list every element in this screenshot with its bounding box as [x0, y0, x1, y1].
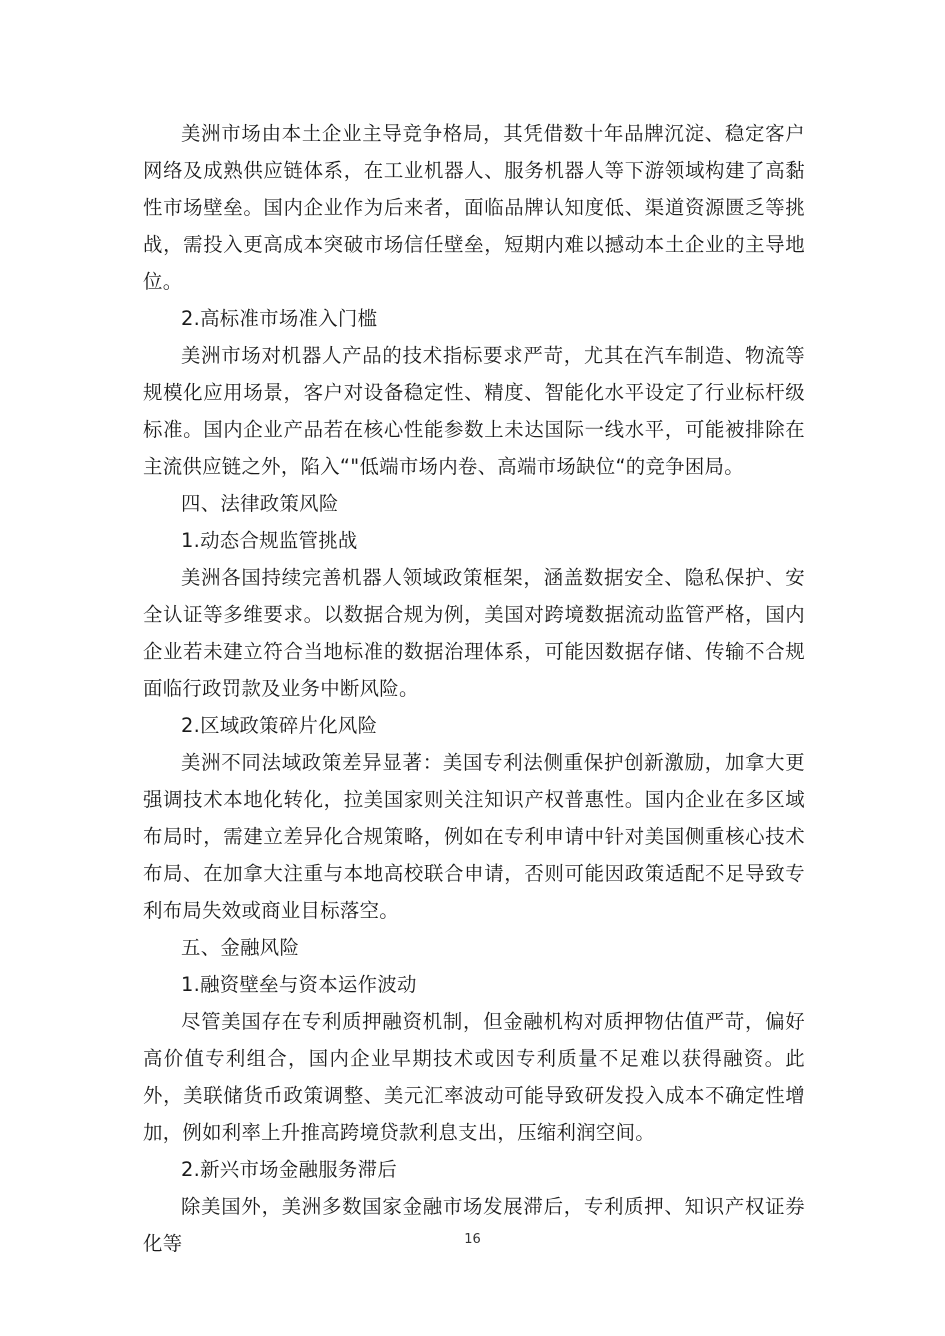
- paragraph: 除美国外，美洲多数国家金融市场发展滞后，专利质押、知识产权证券化等: [143, 1195, 805, 1255]
- section-subheading: 1.融资壁垒与资本运作波动: [181, 973, 417, 996]
- paragraph: 美洲市场由本土企业主导竞争格局，其凭借数十年品牌沉淀、稳定客户网络及成熟供应链体系，在工业机器人、服务机器人等下游领域构建了高黏性市场壁垒。国内企业作为后来者，面临品牌认知度低、渠道资源匮乏等挑战，需投入更高成本突破市场信任壁垒，短期内难以撼动本土企业的主导地位。: [143, 122, 805, 293]
- page-number: 16: [464, 1232, 481, 1247]
- paragraph: 美洲不同法域政策差异显著：美国专利法侧重保护创新激励，加拿大更强调技术本地化转化，拉美国家则关注知识产权普惠性。国内企业在多区域布局时，需建立差异化合规策略，例如在专利申请中针对美国侧重核心技术布局、在加拿大注重与本地高校联合申请，否则可能因政策适配不足导致专利布局失效或商业目标落空。: [143, 751, 805, 922]
- section-heading: 五、金融风险: [181, 936, 300, 959]
- paragraph: 美洲市场对机器人产品的技术指标要求严苛，尤其在汽车制造、物流等规模化应用场景，客户对设备稳定性、精度、智能化水平设定了行业标杆级标准。国内企业产品若在核心性能参数上未达国际一线水平，可能被排除在主流供应链之外，陷入“"低端市场内卷、高端市场缺位“的竞争困局。: [143, 344, 805, 478]
- section-subheading: 2.新兴市场金融服务滞后: [181, 1158, 398, 1181]
- section-subheading: 2.高标准市场准入门槛: [181, 307, 378, 330]
- paragraph: 美洲各国持续完善机器人领域政策框架，涵盖数据安全、隐私保护、安全认证等多维要求。以数据合规为例，美国对跨境数据流动监管严格，国内企业若未建立符合当地标准的数据治理体系，可能因数据存储、传输不合规面临行政罚款及业务中断风险。: [143, 566, 805, 700]
- section-subheading: 1.动态合规监管挑战: [181, 529, 358, 552]
- document-body: [143, 115, 805, 1262]
- section-heading: 四、法律政策风险: [181, 492, 339, 515]
- paragraph: 尽管美国存在专利质押融资机制，但金融机构对质押物估值严苛，偏好高价值专利组合，国内企业早期技术或因专利质量不足难以获得融资。此外，美联储货币政策调整、美元汇率波动可能导致研发投入成本不确定性增加，例如利率上升推高跨境贷款利息支出，压缩利润空间。: [143, 1010, 805, 1144]
- section-subheading: 2.区域政策碎片化风险: [181, 714, 378, 737]
